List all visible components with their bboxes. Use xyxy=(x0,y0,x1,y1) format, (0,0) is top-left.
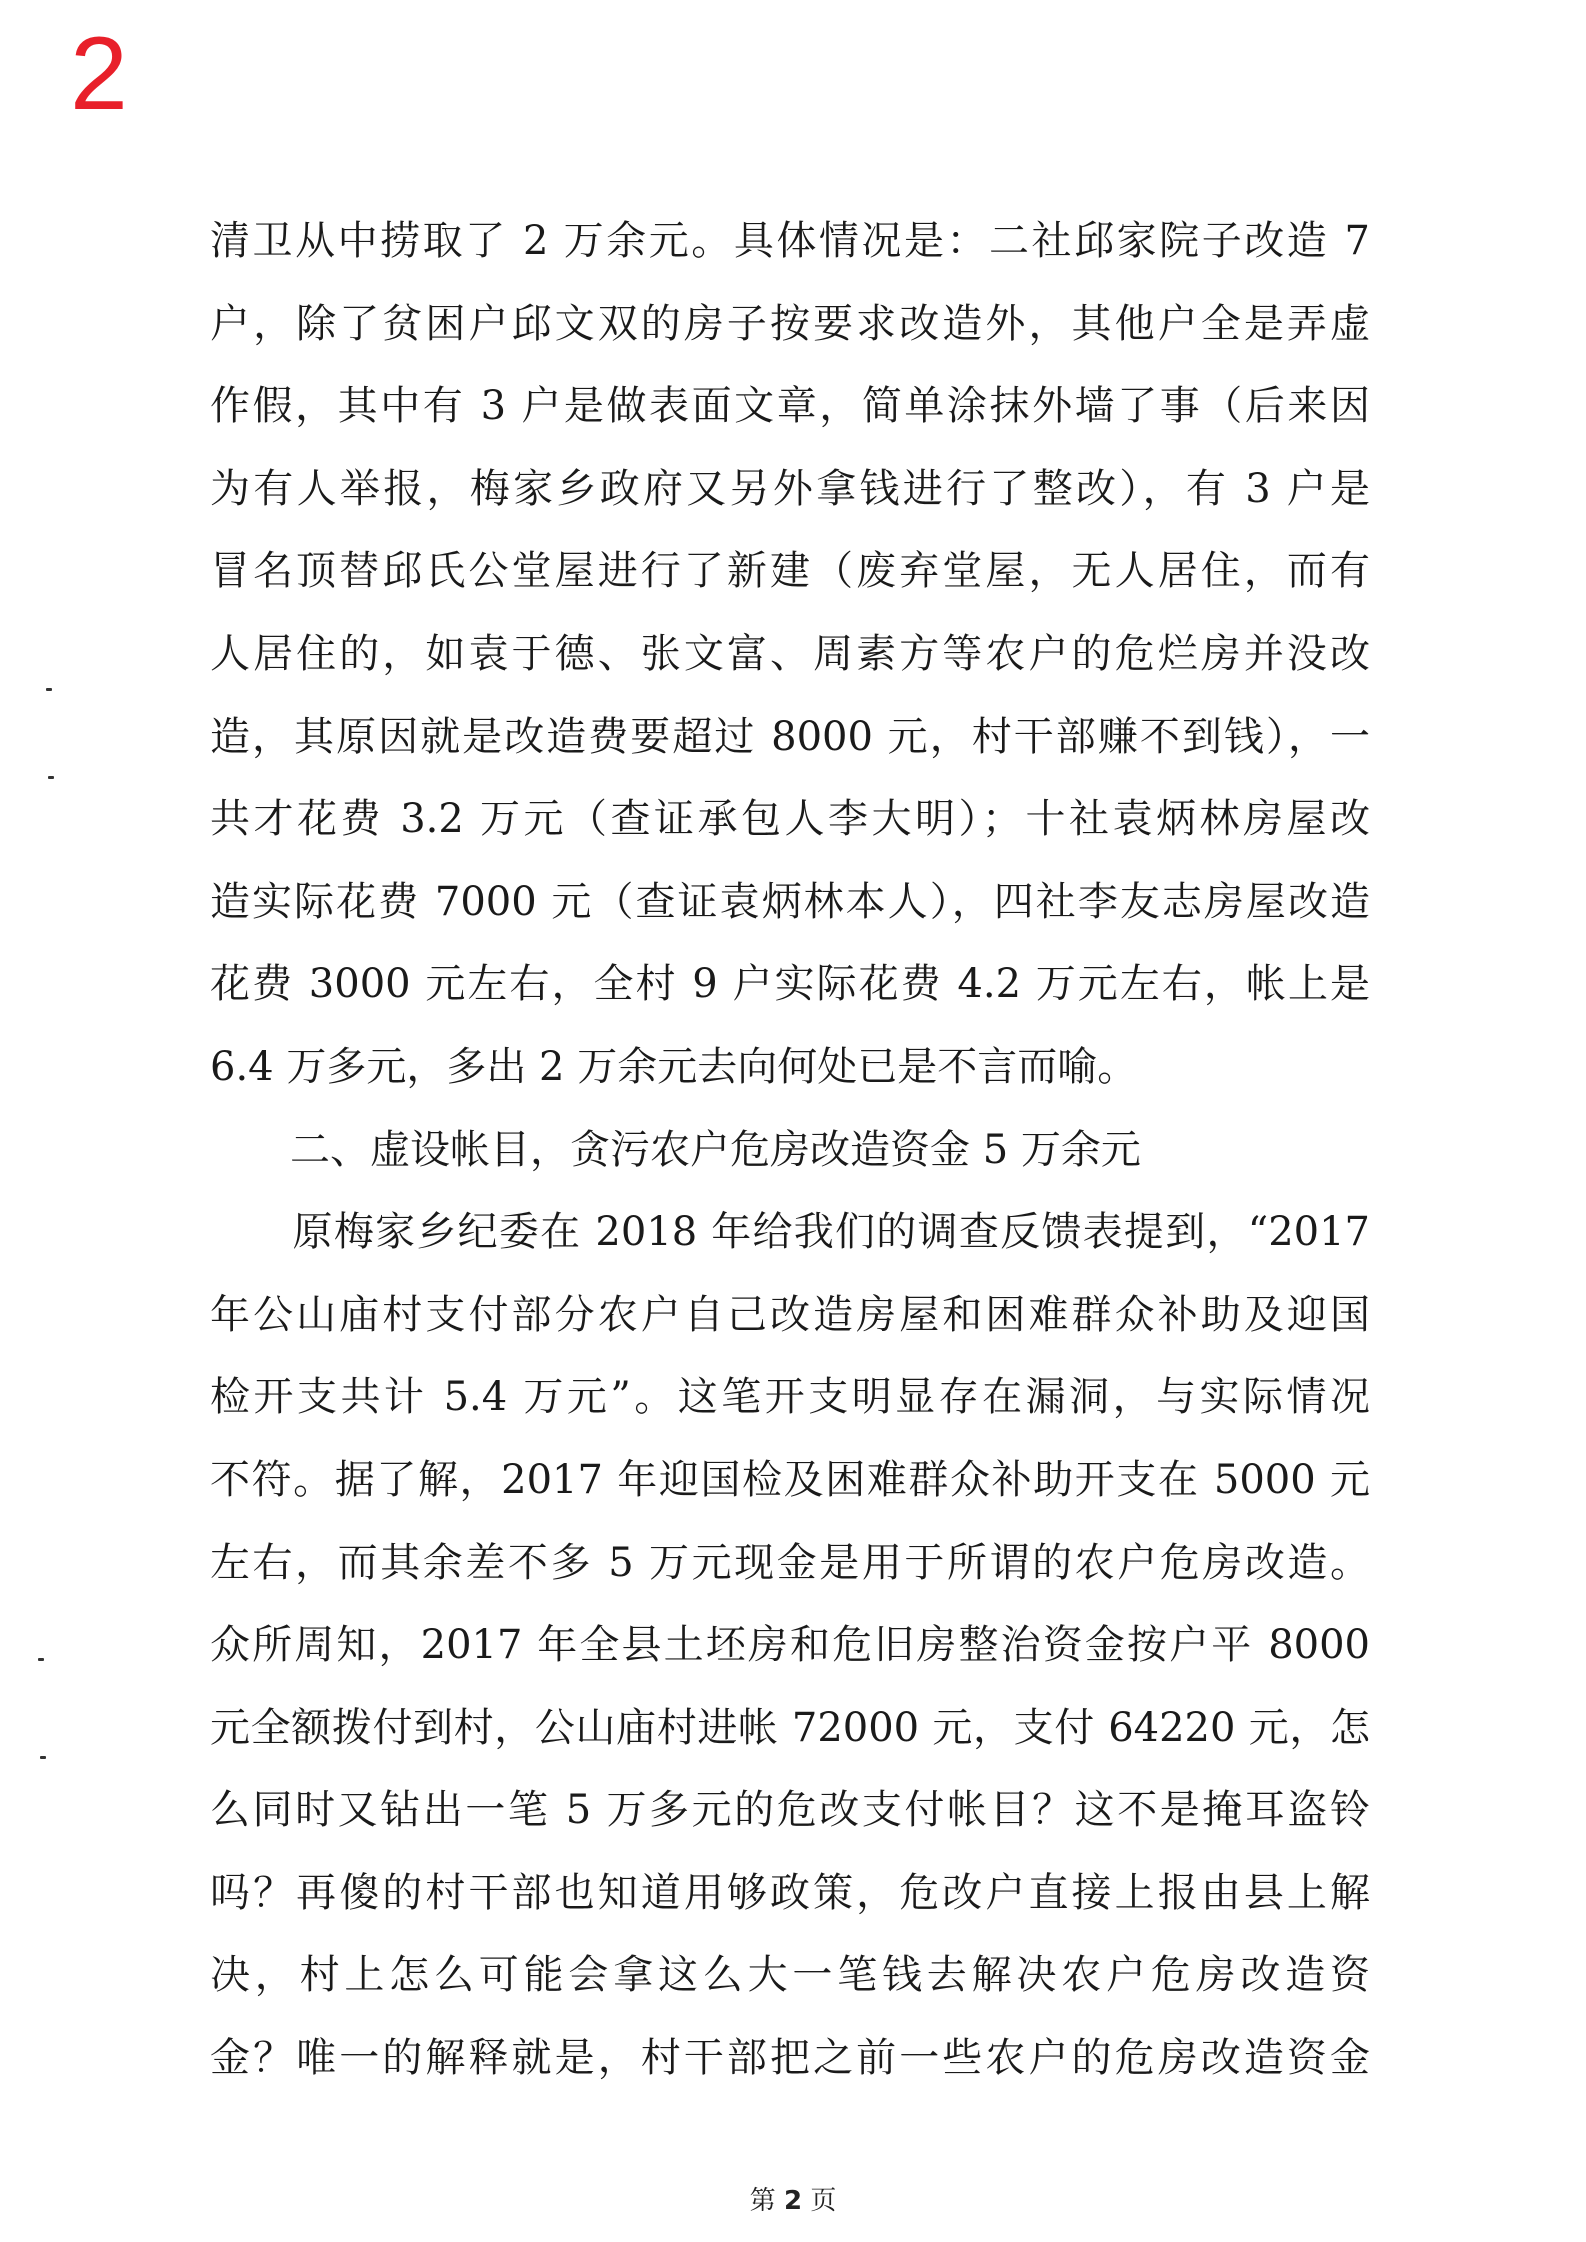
text-line: 原梅家乡纪委在 2018 年给我们的调查反馈表提到，“2017 xyxy=(210,1209,1370,1256)
text-line: 众所周知，2017 年全县土坯房和危旧房整治资金按户平 8000 xyxy=(210,1622,1370,1669)
text-line: 么同时又钻出一笔 5 万多元的危改支付帐目？这不是掩耳盗铃 xyxy=(210,1787,1370,1834)
footer-page-number: 2 xyxy=(783,2186,803,2216)
scan-mark xyxy=(46,688,52,691)
footer-suffix: 页 xyxy=(810,2186,837,2216)
text-line: 元全额拨付到村，公山庙村进帐 72000 元，支付 64220 元，怎 xyxy=(210,1704,1370,1751)
text-line: 吗？再傻的村干部也知道用够政策，危改户直接上报由县上解 xyxy=(210,1869,1370,1916)
footer-prefix: 第 xyxy=(749,2186,776,2216)
page-footer xyxy=(0,2180,1586,2217)
section-heading: 二、虚设帐目，贪污农户危房改造资金 5 万余元 xyxy=(210,1126,1141,1173)
handwritten-page-number: 2 xyxy=(70,16,128,132)
document-body xyxy=(210,200,1370,2100)
text-line: 年公山庙村支付部分农户自己改造房屋和困难群众补助及迎国 xyxy=(210,1291,1370,1338)
text-line: 共才花费 3.2 万元（查证承包人李大明）；十社袁炳林房屋改 xyxy=(210,796,1370,843)
scan-mark xyxy=(48,776,54,779)
scan-mark xyxy=(38,1658,44,1661)
text-line: 户，除了贫困户邱文双的房子按要求改造外，其他户全是弄虚 xyxy=(210,300,1370,347)
text-line: 人居住的，如袁于德、张文富、周素方等农户的危烂房并没改 xyxy=(210,630,1370,677)
text-line: 冒名顶替邱氏公堂屋进行了新建（废弃堂屋，无人居住，而有 xyxy=(210,548,1370,595)
text-line: 花费 3000 元左右，全村 9 户实际花费 4.2 万元左右，帐上是 xyxy=(210,961,1370,1008)
text-line: 金？唯一的解释就是，村干部把之前一些农户的危房改造资金 xyxy=(210,2035,1370,2082)
text-line: 清卫从中捞取了 2 万余元。具体情况是：二社邱家院子改造 7 xyxy=(210,218,1370,264)
text-line: 检开支共计 5.4 万元”。这笔开支明显存在漏洞，与实际情况 xyxy=(210,1374,1370,1421)
text-line: 造，其原因就是改造费要超过 8000 元，村干部赚不到钱），一 xyxy=(210,713,1370,760)
text-line: 为有人举报，梅家乡政府又另外拿钱进行了整改），有 3 户是 xyxy=(210,465,1370,512)
text-line: 造实际花费 7000 元（查证袁炳林本人），四社李友志房屋改造 xyxy=(210,878,1370,925)
scan-mark xyxy=(40,1756,46,1759)
text-line: 决，村上怎么可能会拿这么大一笔钱去解决农户危房改造资 xyxy=(210,1952,1370,1999)
text-line: 6.4 万多元，多出 2 万余元去向何处已是不言而喻。 xyxy=(210,1043,1138,1090)
text-line: 作假，其中有 3 户是做表面文章，简单涂抹外墙了事（后来因 xyxy=(210,383,1370,430)
text-line: 左右，而其余差不多 5 万元现金是用于所谓的农户危房改造。 xyxy=(210,1539,1370,1586)
text-line: 不符。据了解，2017 年迎国检及困难群众补助开支在 5000 元 xyxy=(210,1456,1370,1503)
